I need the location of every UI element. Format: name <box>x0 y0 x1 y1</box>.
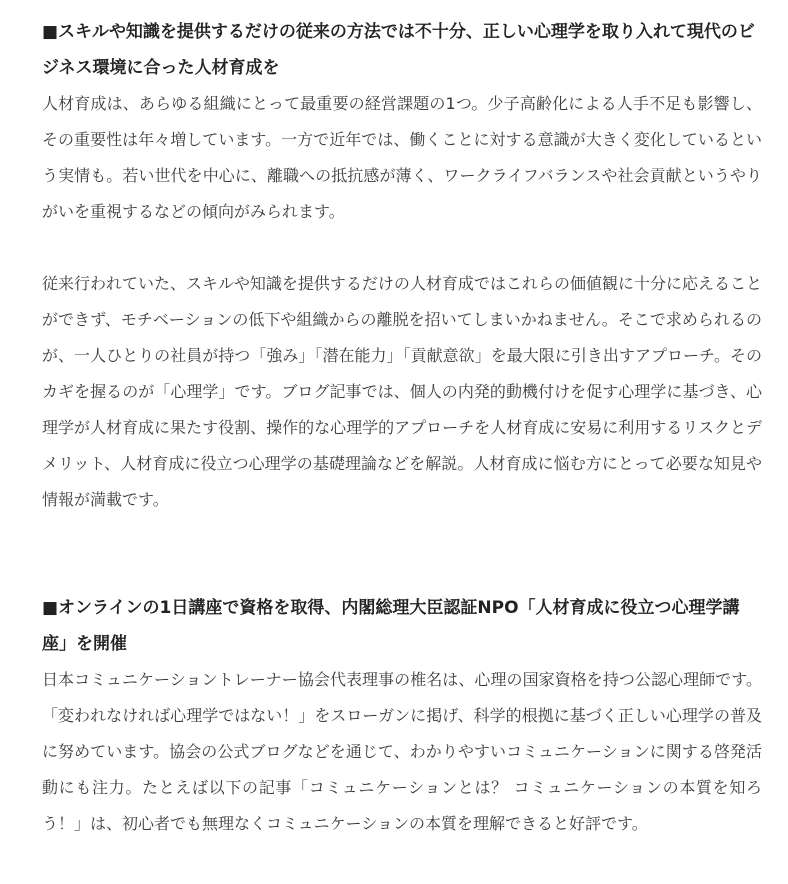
section-heading-online-course: ■オンラインの1日講座で資格を取得、内閣総理大臣認証NPO「人材育成に役立つ心理学講座」を開催 <box>42 598 740 654</box>
section-heading-training-methods: ■スキルや知識を提供するだけの従来の方法では不十分、正しい心理学を取り入れて現代のビジネス環境に合った人材育成を <box>42 22 755 78</box>
paragraph-spacer <box>42 230 762 266</box>
paragraph-importance-of-training: 人材育成は、あらゆる組織にとって最重要の経営課題の1つ。少子高齢化による人手不足も影響し、その重要性は年々増しています。一方で近年では、働くことに対する意識が大きく変化しているという実情も。若い世代を中心に、離職への抵抗感が薄く、ワークライフバランスや社会貢献というやりがいを重視するなどの傾向がみられます。 <box>42 94 762 221</box>
paragraph-psychology-approach: 従来行われていた、スキルや知識を提供するだけの人材育成ではこれらの価値観に十分に応えることができず、モチベーションの低下や組織からの離脱を招いてしまいかねません。そこで求められるのが、一人ひとりの社員が持つ「強み」「潜在能力」「貢献意欲」を最大限に引き出すアプローチ。そのカギを握るのが「心理学」です。ブログ記事では、個人の内発的動機付けを促す心理学に基づき、心理学が人材育成に果たす役割、操作的な心理学的アプローチを人材育成に安易に利用するリスクとデメリット、人材育成に役立つ心理学の基礎理論などを解説。人材育成に悩む方にとって必要な知見や情報が満載です。 <box>42 274 762 509</box>
paragraph-association-intro: 日本コミュニケーショントレーナー協会代表理事の椎名は、心理の国家資格を持つ公認心理師です。「変われなければ心理学ではない！」をスローガンに掲げ、科学的根拠に基づく正しい心理学の普及に努めています。協会の公式ブログなどを通じて、わかりやすいコミュニケーションに関する啓発活動にも注力。たとえば以下の記事「コミュニケーションとは？ コミュニケーションの本質を知ろう！」は、初心者でも無理なくコミュニケーションの本質を理解できると好評です。 <box>42 670 762 833</box>
article-body <box>42 14 762 842</box>
section-spacer <box>42 518 762 590</box>
